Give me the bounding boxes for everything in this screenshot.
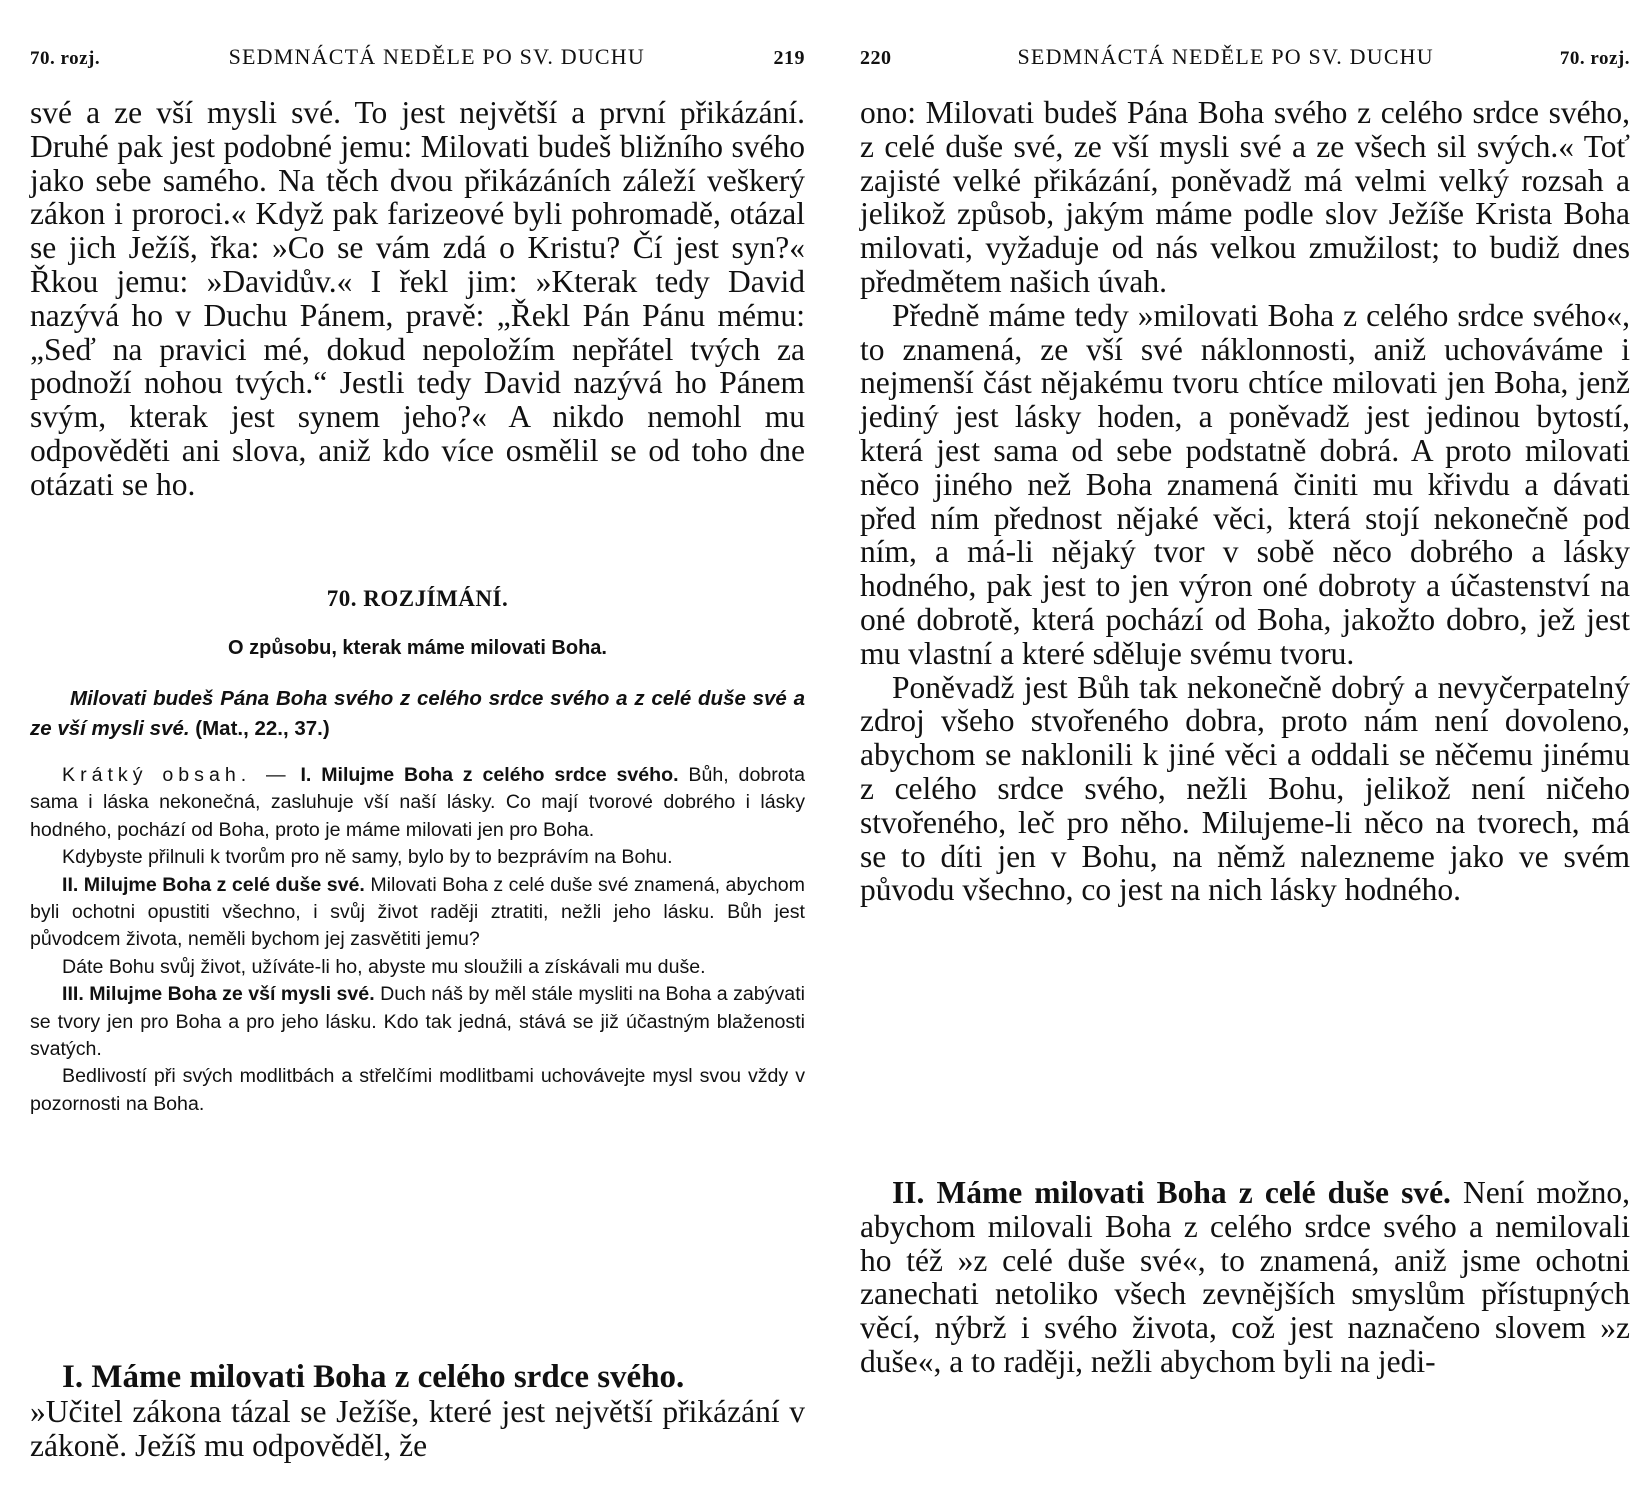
- summary-part-2: [30, 872, 805, 954]
- right-body: [860, 96, 1630, 907]
- section-1-text: »Učitel zákona tázal se Ježíše, které jest největší přikázání v zákoně. Ježíš mu odpověděl, že: [30, 1393, 805, 1463]
- section-2-text: Není možno, abychom milovali Boha z celého srdce svého a nemilovali ho též »z celé duše své«, to znamená, aniž jsme ochotni zanechati netoliko všech zevnějších smyslům přístupných věcí, nýbrž i svého života, což jest naznačeno slovem »z duše«, a to raději, nežli abychom byli na jedi-: [860, 1175, 1630, 1379]
- left-page: [30, 0, 805, 1500]
- left-header-chapter: 70. rozj.: [30, 48, 101, 69]
- chapter-title: 70. ROZJÍMÁNÍ.: [326, 586, 509, 611]
- right-header-title: SEDMNÁCTÁ NEDĚLE PO SV. DUCHU: [1017, 44, 1434, 69]
- motto-reference: (Mat., 22., 37.): [195, 717, 330, 740]
- summary-s3-extra: Bedlivostí při svých modlitbách a střelčími modlitbami uchovávejte mysl svou vždy v pozornosti na Boha.: [30, 1065, 805, 1115]
- chapter-subtitle: O způsobu, kterak máme milovati Boha.: [228, 637, 607, 659]
- motto-text: Milovati budeš Pána Boha svého z celého srdce svého a z celé duše své a ze vší mysli své.: [30, 687, 805, 740]
- summary-block: [30, 762, 805, 1118]
- left-page-number: 219: [773, 47, 805, 69]
- right-paragraph-2: Předně máme tedy »milovati Boha z celého srdce svého«, to znamená, ze vší své náklonnosti, aniž uchováváme i nejmenší část nějakému tvoru chtíce milovati jen Boha, jenž jediný jest lásky hoden, a poněvadž jest jedinou bytostí, která jest sama od sebe podstatně dobrá. A proto milovati něco jiného než Boha znamená činiti mu křivdu a dávati před ním přednost nějaké věci, která stojí nekonečně pod ním, a má-li nějaký tvor v sobě něco dobrého a lásky hodného, pak jest to jen výron oné dobroty a účastenství na oné dobrotě, která pochází od Boha, jakožto dobro, jež jest mu vlastní a které sděluje svému tvoru.: [860, 297, 1630, 671]
- summary-s3-head: III. Milujme Boha ze vší mysli své.: [62, 983, 375, 1006]
- right-page-number: 220: [860, 47, 892, 69]
- section-1-start: [30, 1360, 805, 1462]
- right-running-head: [860, 44, 1630, 74]
- section-1-heading: I. Máme milovati Boha z celého srdce svého.: [62, 1359, 685, 1395]
- right-paragraph-3: Poněvadž jest Bůh tak nekonečně dobrý a nevyčerpatelný zdroj všeho stvořeného dobra, proto nám není dovoleno, abychom se naklonili k jiné věci a oddali se něčemu jinému z celého srdce svého, nežli Bohu, jelikož není ničeho stvořeného, leč pro něho. Milujeme-li něco na tvorech, má se to díti jen v Bohu, na němž nalezneme jako ve svém původu všechno, co jest na nich lásky hodného.: [860, 669, 1630, 908]
- summary-s1-text: Bůh, dobrota sama i láska nekonečná, zasluhuje vší naší lásky. Co mají tvorové dobrého i lásky hodného, pochází od Boha, proto je máme milovati jen pro Boha.: [30, 764, 806, 841]
- summary-part-1: [30, 762, 805, 844]
- summary-s1-extra: Kdybyste přilnuli k tvorům pro ně samy, bylo by to bezprávím na Bohu.: [62, 846, 673, 869]
- left-opening-paragraph: [30, 96, 805, 502]
- summary-s2-extra: Dáte Bohu svůj život, užíváte-li ho, abyste mu sloužili a získávali mu duše.: [62, 955, 706, 978]
- right-header-chapter: 70. rozj.: [1559, 48, 1630, 69]
- summary-part-3: [30, 981, 805, 1063]
- section-2: [860, 1176, 1630, 1379]
- right-paragraph-1: ono: Milovati budeš Pána Boha svého z celého srdce svého, z celé duše své, ze vší mysli své a ze všech sil svých.« Toť zajisté velké přikázání, poněvadž má velmi velký rozsah a jelikož způsob, jakým máme podle slov Ježíše Krista Boha milovati, vyžaduje od nás velkou zmužilost; to budiž dnes předmětem našich úvah.: [860, 95, 1630, 299]
- summary-s1-head: I. Milujme Boha z celého srdce svého.: [300, 764, 679, 786]
- left-running-head: [30, 44, 805, 74]
- summary-s2-head: II. Milujme Boha z celé duše své.: [62, 873, 365, 896]
- summary-s2-text: Milovati Boha z celé duše své znamená, abychom byli ochotni opustiti všechno, i svůj život raději ztratiti, nežli jeho lásku. Bůh jest původcem života, neměli bychom jej zasvětiti jemu?: [30, 873, 805, 951]
- left-header-title: SEDMNÁCTÁ NEDĚLE PO SV. DUCHU: [228, 44, 645, 69]
- right-page: [860, 0, 1630, 1500]
- summary-s3-text: Duch náš by měl stále mysliti na Boha a zabývati se tvory jen pro Boha a pro jeho lásku. Kdo tak jedná, stává se již účastným blaženosti svatých.: [30, 983, 805, 1061]
- section-2-paragraph: [860, 1176, 1630, 1379]
- summary-label: Krátký obsah. —: [62, 764, 291, 786]
- opening-paragraph-text: své a ze vší mysli své. To jest největší a první přikázání. Druhé pak jest podobné jemu: Milovati budeš bližního svého jako sebe samého. Na těch dvou přikázáních záleží veškerý zákon i proroci.« Když pak farizeové byli pohromadě, otázal se jich Ježíš, řka: »Co se vám zdá o Kristu? Čí jest syn?« Řkou jemu: »Davidův.« I řekl jim: »Kterak tedy David nazývá ho v Duchu Pánem, pravě: „Řekl Pán Pánu mému: „Seď na pravici mé, dokud nepoložím nepřátel tvých za podnoží nohou tvých.“ Jestli tedy David nazývá ho Pánem svým, kterak jest synem jeho?« A nikdo nemohl mu odpověděti ani slova, aniž kdo více osmělil se od toho dne otázati se ho.: [30, 95, 805, 502]
- chapter-motto: [30, 684, 805, 744]
- section-2-heading: II. Máme milovati Boha z celé duše své.: [892, 1175, 1451, 1210]
